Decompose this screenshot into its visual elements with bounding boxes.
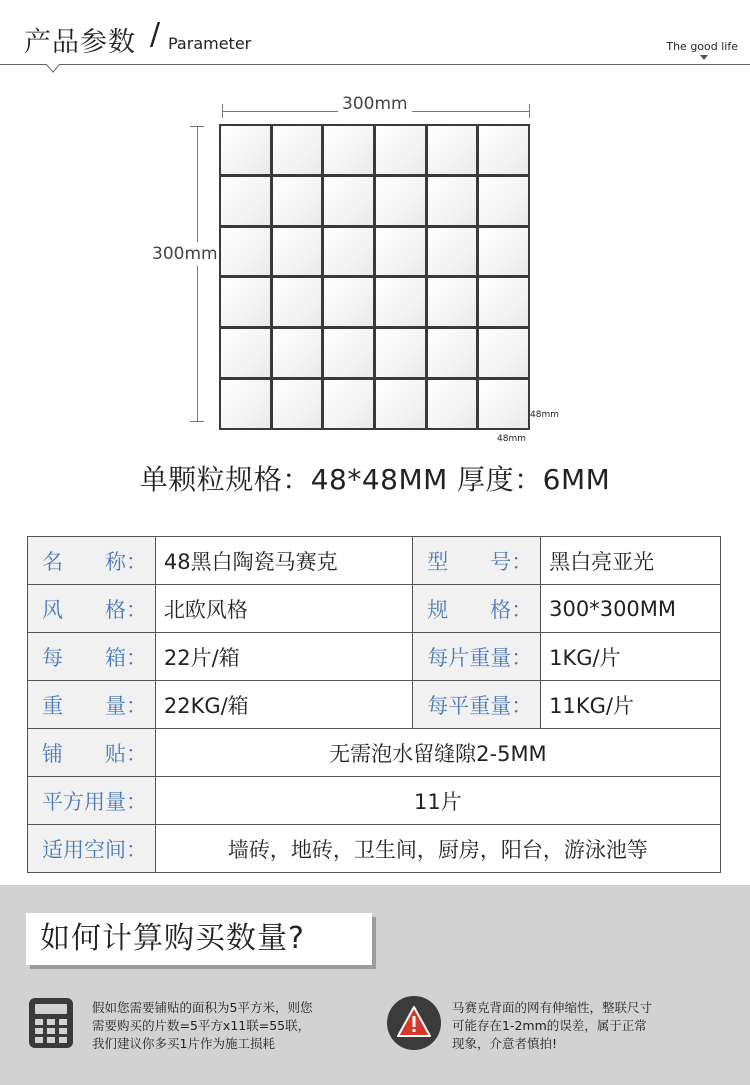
mosaic-tile [479, 228, 528, 276]
section-title: 产品参数 [24, 27, 136, 58]
name-label: 名 称： [28, 537, 156, 585]
mosaic-tile [428, 177, 477, 225]
mosaic-tile [428, 329, 477, 377]
install-label: 铺 贴： [28, 729, 156, 777]
mosaic-tile [221, 126, 270, 174]
width-label: 300mm [338, 94, 412, 114]
section-subtitle: Parameter [168, 34, 252, 53]
mosaic-tile [479, 380, 528, 428]
header-rule [0, 64, 750, 65]
note-line: 现象，介意者慎拍! [452, 1036, 558, 1051]
table-row [28, 825, 721, 873]
mosaic-tile [273, 329, 322, 377]
tagline-arrow-icon [700, 55, 708, 60]
mosaic-tile [376, 380, 425, 428]
purchase-guide-title: 如何计算购买数量? [26, 913, 372, 965]
height-label: 300mm [152, 244, 218, 264]
height-dimension [152, 126, 218, 422]
mosaic-tile [428, 380, 477, 428]
header-notch-icon [46, 64, 60, 73]
mosaic-tile [221, 177, 270, 225]
space-value: 墙砖，地砖，卫生间，厨房，阳台，游泳池等 [155, 825, 720, 873]
mosaic-tile [324, 329, 373, 377]
mosaic-tile [479, 278, 528, 326]
piece-weight-value: 1KG/片 [541, 633, 721, 681]
table-row [28, 537, 721, 585]
parameter-table [27, 536, 721, 873]
tile-diagram [0, 82, 750, 462]
style-value: 北欧风格 [155, 585, 412, 633]
mosaic-tile [324, 126, 373, 174]
calculator-icon [28, 997, 74, 1049]
mosaic-tile [221, 278, 270, 326]
note-line: 可能存在1-2mm的误差，属于正常 [452, 1018, 647, 1033]
mosaic-tile [221, 329, 270, 377]
model-value: 黑白亮亚光 [541, 537, 721, 585]
table-row [28, 777, 721, 825]
title-slash: / [150, 17, 161, 52]
table-row [28, 633, 721, 681]
tile-size-label-right: 48mm [530, 410, 559, 420]
weight-label: 重 量： [28, 681, 156, 729]
mosaic-tile [221, 228, 270, 276]
table-row [28, 729, 721, 777]
mosaic-tile [376, 177, 425, 225]
mosaic-tile [324, 278, 373, 326]
piece-weight-label: 每片重量： [413, 633, 541, 681]
mosaic-tile [273, 126, 322, 174]
spec-label: 规 格： [413, 585, 541, 633]
mosaic-tile [376, 126, 425, 174]
width-dimension [222, 94, 530, 118]
mosaic-tile [324, 380, 373, 428]
sqm-weight-value: 11KG/片 [541, 681, 721, 729]
space-label: 适用空间： [28, 825, 156, 873]
mosaic-tile [324, 228, 373, 276]
note-line: 假如您需要铺贴的面积为5平方米，则您 [92, 1000, 313, 1015]
table-row [28, 681, 721, 729]
note-line: 马赛克背面的网有伸缩性，整联尺寸 [452, 1000, 653, 1015]
per-box-label: 每 箱： [28, 633, 156, 681]
purchase-note [92, 999, 372, 1053]
weight-value: 22KG/箱 [155, 681, 412, 729]
note-line: 我们建议你多买1片作为施工损耗 [92, 1036, 275, 1051]
install-value: 无需泡水留缝隙2-5MM [155, 729, 720, 777]
spec-value: 300*300MM [541, 585, 721, 633]
sqm-weight-label: 每平重量： [413, 681, 541, 729]
mosaic-tile [428, 278, 477, 326]
model-label: 型 号： [413, 537, 541, 585]
style-label: 风 格： [28, 585, 156, 633]
usage-value: 11片 [155, 777, 720, 825]
tolerance-note [452, 999, 742, 1053]
mosaic-tile [273, 278, 322, 326]
tile-spec-line: 单颗粒规格：48*48MM 厚度：6MM [139, 463, 611, 496]
mosaic-tile [479, 177, 528, 225]
per-box-value: 22片/箱 [155, 633, 412, 681]
mosaic-tile [324, 177, 373, 225]
mosaic-tile [479, 126, 528, 174]
mosaic-tile-sheet [219, 124, 530, 430]
page-header [0, 0, 750, 80]
mosaic-tile [376, 228, 425, 276]
mosaic-tile [273, 380, 322, 428]
mosaic-tile [376, 278, 425, 326]
table-row [28, 585, 721, 633]
mosaic-tile [376, 329, 425, 377]
usage-label: 平方用量： [28, 777, 156, 825]
mosaic-tile [479, 329, 528, 377]
tile-size-label-bottom: 48mm [497, 434, 526, 444]
name-value: 48黑白陶瓷马赛克 [155, 537, 412, 585]
mosaic-tile [428, 126, 477, 174]
mosaic-tile [221, 380, 270, 428]
tagline: The good life [666, 40, 738, 53]
note-line: 需要购买的片数=5平方x11联=55联， [92, 1018, 311, 1033]
mosaic-tile [273, 177, 322, 225]
mosaic-tile [273, 228, 322, 276]
warning-icon [386, 995, 442, 1051]
mosaic-tile [428, 228, 477, 276]
purchase-guide-panel [0, 885, 750, 1085]
